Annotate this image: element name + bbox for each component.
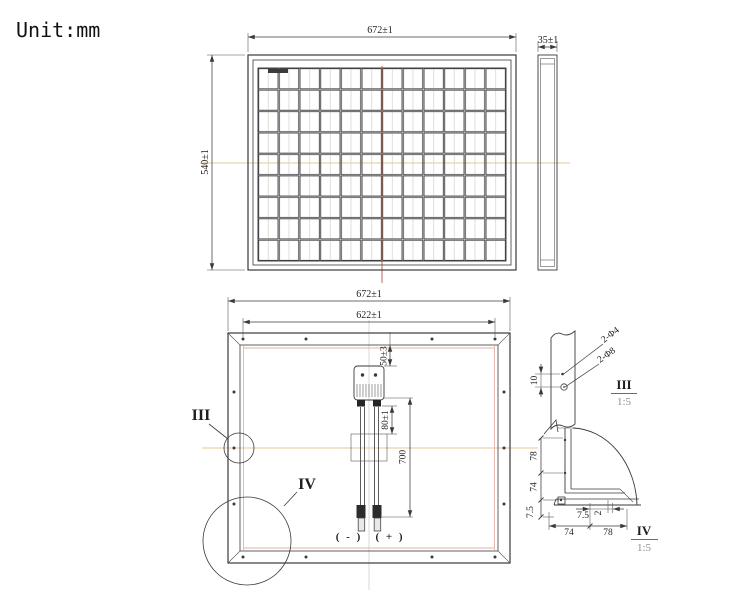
detail-iv-left-dim-2: 74 [529, 482, 540, 492]
jbox-offset-dim-text: 50±3 [379, 346, 390, 366]
front-height-dim-text: 540±1 [200, 149, 211, 175]
hole-spacing-dim-text: 10 [530, 375, 540, 386]
callout-iv-label: IV [298, 476, 316, 493]
unit-label: Unit:mm [16, 18, 101, 42]
connector-tip [358, 518, 365, 531]
small-hole-callout-text: 2-Φ4 [599, 325, 622, 346]
detail-iv-label: IV [636, 523, 652, 538]
back-hole-span-dim-text: 622±1 [356, 310, 382, 321]
positive-polarity-label: ( + ) [375, 531, 405, 543]
connector-positive [373, 505, 382, 518]
jbox-screw-icon [361, 373, 364, 376]
detail-iv-left-dim-3: 7.5 [526, 506, 536, 518]
cable-gland [373, 400, 381, 407]
detail-iv-bottom-dim-2: 78 [603, 528, 613, 538]
detail-iv-scale: 1:5 [636, 542, 652, 554]
cable-gland [357, 400, 365, 407]
back-outer-width-dim-text: 672±1 [356, 289, 382, 300]
detail-iv-bottom-dim-1: 74 [564, 528, 574, 538]
callout-iii-label: III [191, 407, 211, 424]
detail-iii-label: III [616, 377, 632, 392]
detail-iv-left-dim-1: 78 [529, 451, 540, 461]
detail-iii-scale: 1:5 [616, 396, 632, 408]
panel-label-mark [268, 69, 288, 73]
detail-iv-mid-dim-2: 2 [594, 510, 604, 516]
front-width-dim-text: 672±1 [367, 25, 393, 36]
connector-tip [374, 518, 381, 531]
jbox-screw-icon [374, 373, 377, 376]
negative-polarity-label: ( - ) [335, 531, 363, 543]
large-hole-callout-text: 2-Φ8 [595, 346, 618, 366]
connector-negative [357, 505, 366, 518]
side-thickness-dim-text: 35±1 [537, 35, 559, 46]
detail-iv-mid-dim-1: 7.5 [577, 511, 589, 521]
cable-length-dim-text: 700 [398, 449, 409, 465]
cable-root-dim-text: 80±1 [381, 410, 391, 430]
